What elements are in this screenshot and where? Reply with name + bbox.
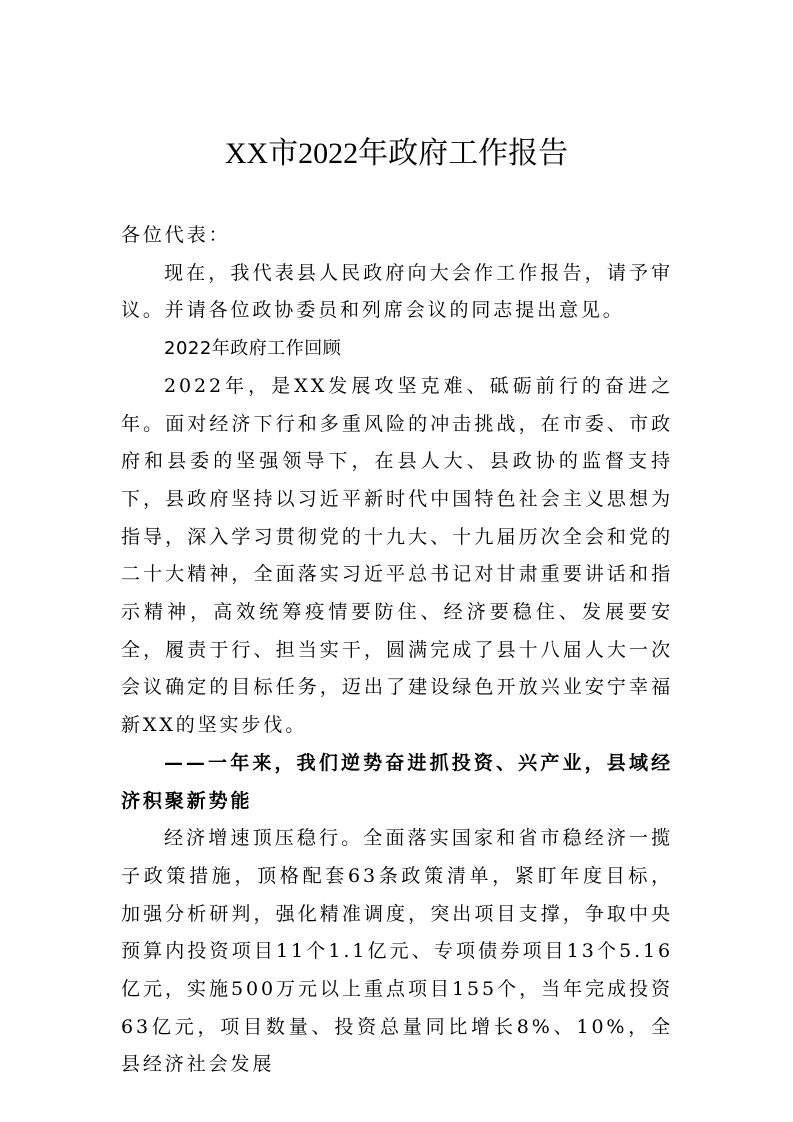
document-body	[121, 217, 673, 1084]
subsection-heading: ——一年来，我们逆势奋进抓投资、兴产业，县域经济积聚新势能	[121, 751, 673, 812]
opening-paragraph: 现在，我代表县人民政府向大会作工作报告，请予审议。并请各位政协委员和列席会议的同志提出意见。	[121, 261, 673, 322]
document-title: XX市2022年政府工作报告	[224, 137, 569, 170]
economy-paragraph: 经济增速顶压稳行。全面落实国家和省市稳经济一揽子政策措施，顶格配套63条政策清单，紧盯年度目标，加强分析研判，强化精准调度，突出项目支撑，争取中央预算内投资项目11个1.1亿元、专项债券项目13个5.16亿元，实施500万元以上重点项目155个，当年完成投资63亿元，项目数量、投资总量同比增长8%、10%，全县经济社会发展	[121, 827, 673, 1076]
review-paragraph: 2022年，是XX发展攻坚克难、砥砺前行的奋进之年。面对经济下行和多重风险的冲击挑战，在市委、市政府和县委的坚强领导下，在县人大、县政协的监督支持下，县政府坚持以习近平新时代中国特色社会主义思想为指导，深入学习贯彻党的十九大、十九届历次全会和党的二十大精神，全面落实习近平总书记对甘肃重要讲话和指示精神，高效统筹疫情要防住、经济要稳住、发展要安全，履责于行、担当实干，圆满完成了县十八届人大一次会议确定的目标任务，迈出了建设绿色开放兴业安宁幸福新XX的坚实步伐。	[121, 374, 673, 737]
section-heading: 2022年政府工作回顾	[164, 338, 342, 360]
greeting: 各位代表：	[121, 224, 231, 246]
